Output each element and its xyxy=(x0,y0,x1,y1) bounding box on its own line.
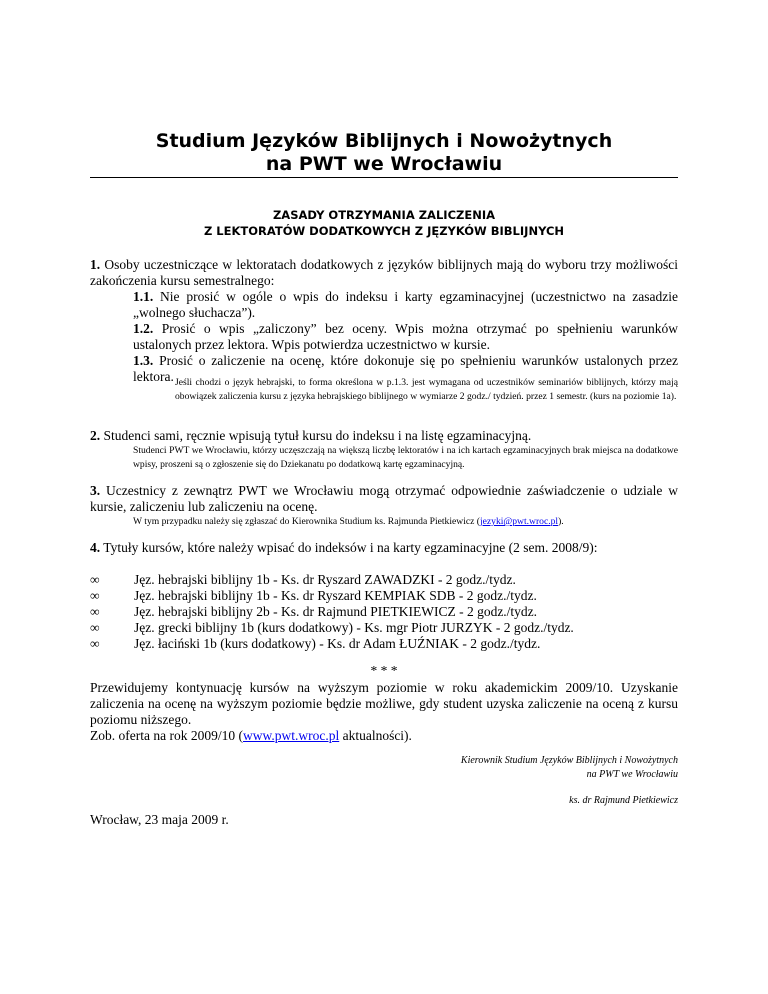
offer-line xyxy=(90,728,678,744)
heading-line-2: Z LEKTORATÓW DODATKOWYCH Z JĘZYKÓW BIBLIJNYCH xyxy=(203,224,565,238)
website-link[interactable]: www.pwt.wroc.pl xyxy=(242,728,340,743)
section-1-number: 1. xyxy=(90,257,101,272)
section-1-text: Osoby uczestniczące w lektoratach dodatkowych z języków biblijnych mają do wyboru trzy możliwości zakończenia kursu semestralnego: xyxy=(90,257,679,288)
section-4-number: 4. xyxy=(90,540,101,555)
list-item xyxy=(90,572,678,588)
section-3-paragraph xyxy=(90,483,678,515)
closing-paragraph: Przewidujemy kontynuację kursów na wyższym poziomie w roku akademickim 2009/10. Uzyskanie zaliczenia na ocenę na wyższym poziomie będzie możliwe, gdy student uzyska zaliczenie na oceną z kursu poziomu niższego. xyxy=(90,680,678,727)
section-2-text: Studenci sami, ręcznie wpisują tytuł kursu do indeksu i na listę egzaminacyjną. xyxy=(103,428,532,443)
title-line-2: na PWT we Wrocławiu xyxy=(265,153,503,175)
course-title: Jęz. łaciński 1b (kurs dodatkowy) - Ks. dr Adam ŁUŹNIAK - 2 godz./tydz. xyxy=(134,636,541,651)
page-title xyxy=(90,130,678,176)
course-title: Jęz. hebrajski biblijny 2b - Ks. dr Rajmund PIETKIEWICZ - 2 godz./tydz. xyxy=(134,604,538,619)
section-2-note: Studenci PWT we Wrocławiu, którzy uczęszczają na większą liczbę lektoratów i na ich kartach egzaminacyjnych brak miejsca na dodatkowe wpisy, proszeni są o zgłoszenie się do Dziekanatu po dodatkową kartę egzaminacyjną. xyxy=(133,445,678,470)
section-3-text: Uczestnicy z zewnątrz PWT we Wrocławiu mogą otrzymać odpowiednie zaświadczenie o udziale w kursie, zaliczeniu lub zaliczeniu na ocenę. xyxy=(90,483,679,514)
section-2-paragraph xyxy=(90,428,678,444)
list-item xyxy=(90,604,678,620)
subitem-1-1-number: 1.1. xyxy=(133,289,154,304)
course-title: Jęz. hebrajski biblijny 1b - Ks. dr Ryszard ZAWADZKI - 2 godz./tydz. xyxy=(134,572,516,587)
section-4-text: Tytuły kursów, które należy wpisać do indeksów i na karty egzaminacyjne (2 sem. 2008/9): xyxy=(103,540,598,555)
section-1-note: Jeśli chodzi o język hebrajski, to forma określona w p.1.3. jest wymagana od uczestników seminariów biblijnych, którzy mają obowiązek zaliczenia kursu z języka hebrajskiego biblijnego w wymiarze 2 godz./ tydzień. przez 1 semestr. (kurs na poziomie 1a). xyxy=(175,377,678,402)
list-item xyxy=(90,636,678,652)
list-item xyxy=(90,620,678,636)
course-title: Jęz. grecki biblijny 1b (kurs dodatkowy) - Ks. mgr Piotr JURZYK - 2 godz./tydz. xyxy=(134,620,574,635)
section-2-number: 2. xyxy=(90,428,101,443)
section-3-note-text: W tym przypadku należy się zgłaszać do Kierownika Studium ks. Rajmunda Pietkiewicz ( xyxy=(133,516,480,527)
course-title: Jęz. hebrajski biblijny 1b - Ks. dr Ryszard KEMPIAK SDB - 2 godz./tydz. xyxy=(134,588,537,603)
signature-name: ks. dr Rajmund Pietkiewicz xyxy=(569,795,678,806)
infinity-bullet-icon: ∞ xyxy=(90,604,100,619)
date-line: Wrocław, 23 maja 2009 r. xyxy=(90,812,229,827)
title-divider xyxy=(90,177,678,178)
subitem-1-3-text: Prosić o zaliczenie na ocenę, które dokonuje się po spełnieniu warunków ustalonych przez lektora. xyxy=(133,353,679,384)
infinity-bullet-icon: ∞ xyxy=(90,636,100,651)
email-link[interactable]: jezyki@pwt.wroc.pl xyxy=(479,516,559,527)
section-3-number: 3. xyxy=(90,483,101,498)
section-heading xyxy=(90,207,678,239)
subitem-1-3-number: 1.3. xyxy=(133,353,154,368)
infinity-bullet-icon: ∞ xyxy=(90,572,100,587)
course-list xyxy=(90,572,678,652)
section-3-note-end: ). xyxy=(558,516,564,527)
separator-stars: * * * xyxy=(370,663,398,678)
subitem-1-1-text: Nie prosić w ogóle o wpis do indeksu i karty egzaminacyjnej (uczestnictwo na zasadzie „wolnego słuchacza”). xyxy=(133,289,678,320)
title-line-1: Studium Języków Biblijnych i Nowożytnych xyxy=(155,130,613,152)
offer-text: Zob. oferta na rok 2009/10 ( xyxy=(90,728,243,743)
subitem-1-1 xyxy=(133,289,678,321)
offer-text-end: aktualności). xyxy=(339,728,412,743)
list-item xyxy=(90,588,678,604)
section-1-subitems xyxy=(133,289,678,385)
section-4-paragraph xyxy=(90,540,678,556)
signature-line-1: Kierownik Studium Języków Biblijnych i Nowożytnych xyxy=(460,755,678,766)
infinity-bullet-icon: ∞ xyxy=(90,588,100,603)
heading-line-1: ZASADY OTRZYMANIA ZALICZENIA xyxy=(272,208,496,222)
subitem-1-2-number: 1.2. xyxy=(133,321,154,336)
section-3-note xyxy=(133,515,678,529)
signature-line-2: na PWT we Wrocławiu xyxy=(586,769,678,780)
signature-block xyxy=(278,754,678,782)
subitem-1-2 xyxy=(133,321,678,353)
infinity-bullet-icon: ∞ xyxy=(90,620,100,635)
section-1-paragraph xyxy=(90,257,678,289)
subitem-1-2-text: Prosić o wpis „zaliczony” bez oceny. Wpis można otrzymać po spełnieniu warunków ustalonych przez lektora. Wpis potwierdza uczestnictwo w kursie. xyxy=(133,321,679,352)
